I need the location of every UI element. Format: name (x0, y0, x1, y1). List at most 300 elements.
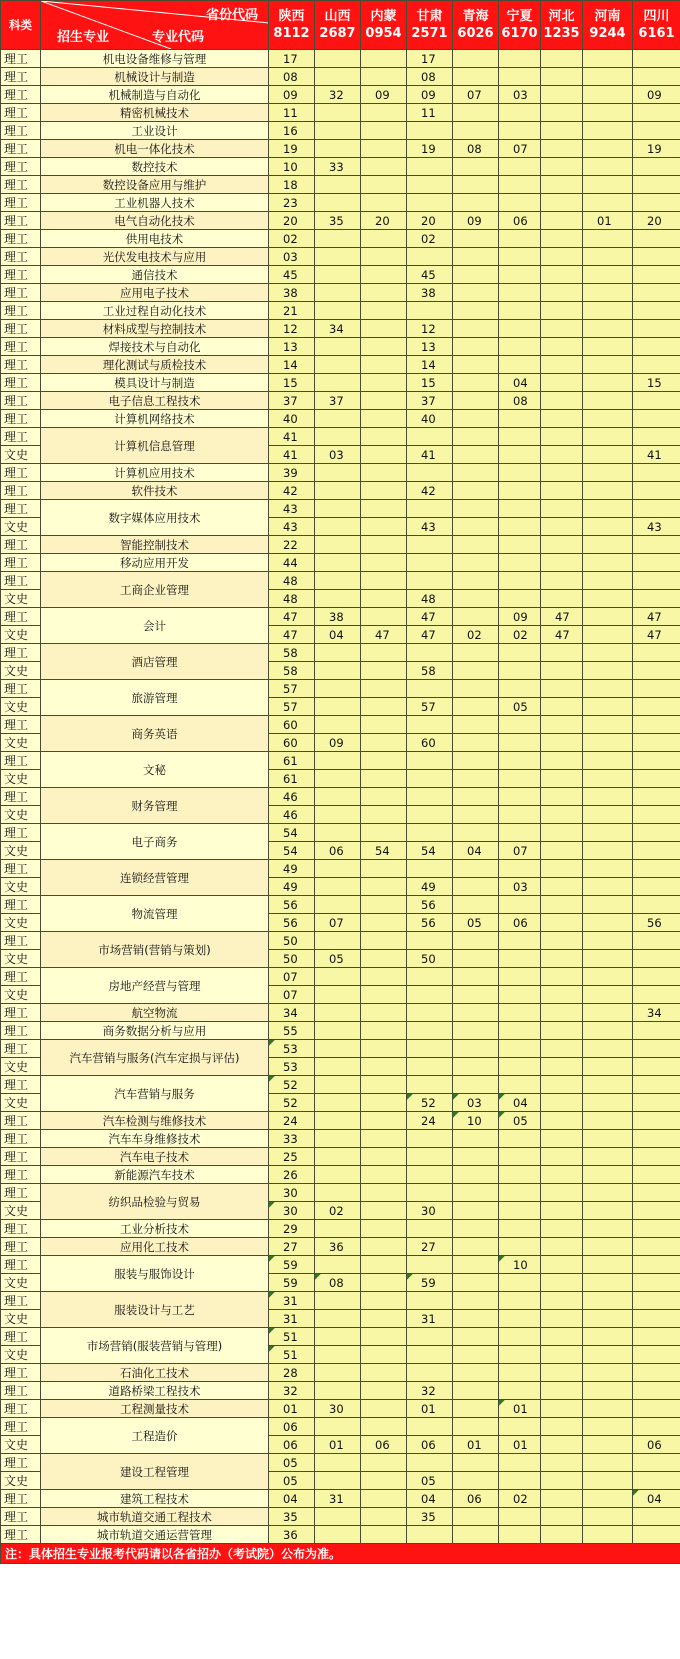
code-cell (361, 194, 407, 212)
code-cell (453, 428, 499, 446)
code-cell (541, 1454, 583, 1472)
major-province-diagonal-header (41, 1, 269, 50)
code-cell: 36 (315, 1238, 361, 1256)
subject-cell: 文史 (1, 842, 41, 860)
code-cell (453, 248, 499, 266)
subject-cell: 理工 (1, 1148, 41, 1166)
subject-cell: 理工 (1, 86, 41, 104)
code-cell: 47 (269, 608, 315, 626)
code-cell: 31 (407, 1310, 453, 1328)
code-cell (499, 1310, 541, 1328)
code-cell (583, 1076, 633, 1094)
subject-cell: 理工 (1, 158, 41, 176)
code-cell: 17 (269, 50, 315, 68)
code-cell (453, 338, 499, 356)
code-cell (583, 986, 633, 1004)
province-header-6 (541, 1, 583, 50)
code-cell (499, 230, 541, 248)
code-cell: 09 (633, 86, 680, 104)
major-code-label: 专业代码 (151, 30, 204, 45)
code-cell: 20 (407, 212, 453, 230)
code-cell (499, 572, 541, 590)
code-cell (583, 662, 633, 680)
code-cell: 47 (407, 626, 453, 644)
code-cell (499, 482, 541, 500)
subject-cell: 文史 (1, 518, 41, 536)
code-cell (361, 284, 407, 302)
code-cell (633, 1166, 680, 1184)
code-cell (583, 842, 633, 860)
code-cell (499, 158, 541, 176)
table-row (1, 896, 680, 914)
code-cell (407, 428, 453, 446)
code-cell (361, 122, 407, 140)
code-cell: 08 (453, 140, 499, 158)
table-row (1, 716, 680, 734)
code-cell: 04 (499, 1094, 541, 1112)
code-cell: 22 (269, 536, 315, 554)
table-row (1, 338, 680, 356)
code-cell: 03 (499, 878, 541, 896)
code-cell: 54 (269, 824, 315, 842)
code-cell (315, 68, 361, 86)
code-cell (361, 644, 407, 662)
code-cell (361, 986, 407, 1004)
code-cell (361, 1238, 407, 1256)
subject-cell: 理工 (1, 338, 41, 356)
code-cell (315, 1328, 361, 1346)
major-cell: 工业机器人技术 (41, 194, 269, 212)
subject-cell: 理工 (1, 1400, 41, 1418)
code-cell (541, 428, 583, 446)
code-cell (583, 338, 633, 356)
code-cell (361, 392, 407, 410)
major-cell: 连锁经营管理 (41, 860, 269, 896)
code-cell (583, 1454, 633, 1472)
code-cell (583, 1508, 633, 1526)
table-row (1, 1490, 680, 1508)
subject-cell: 理工 (1, 680, 41, 698)
code-cell (315, 284, 361, 302)
code-cell (453, 806, 499, 824)
table-row (1, 1454, 680, 1472)
code-cell (583, 1184, 633, 1202)
code-cell (541, 176, 583, 194)
code-cell: 05 (269, 1472, 315, 1490)
code-cell: 08 (407, 68, 453, 86)
code-cell (453, 1328, 499, 1346)
code-cell (453, 176, 499, 194)
code-cell (453, 1130, 499, 1148)
code-cell: 56 (269, 896, 315, 914)
code-cell (453, 50, 499, 68)
table-row (1, 1292, 680, 1310)
code-cell (315, 518, 361, 536)
code-cell (583, 536, 633, 554)
code-cell: 18 (269, 176, 315, 194)
code-cell (633, 1472, 680, 1490)
code-cell: 03 (453, 1094, 499, 1112)
province-code-label: 省份代码 (205, 8, 258, 23)
province-header-4 (453, 1, 499, 50)
code-cell (633, 644, 680, 662)
subject-cell: 理工 (1, 1256, 41, 1274)
code-cell (633, 1364, 680, 1382)
code-cell (541, 104, 583, 122)
subject-cell: 理工 (1, 266, 41, 284)
code-cell (407, 968, 453, 986)
code-cell (633, 284, 680, 302)
code-cell (315, 1148, 361, 1166)
code-cell (541, 716, 583, 734)
code-cell (453, 1382, 499, 1400)
code-cell (361, 1094, 407, 1112)
code-cell: 01 (499, 1400, 541, 1418)
code-cell (361, 536, 407, 554)
code-cell (361, 1058, 407, 1076)
code-cell (499, 1040, 541, 1058)
major-cell: 汽车营销与服务 (41, 1076, 269, 1112)
code-cell (541, 338, 583, 356)
code-cell (407, 716, 453, 734)
code-cell (499, 734, 541, 752)
table-row (1, 464, 680, 482)
code-cell (499, 662, 541, 680)
code-cell (541, 1058, 583, 1076)
code-cell (541, 1400, 583, 1418)
code-cell: 58 (407, 662, 453, 680)
province-header-8 (633, 1, 680, 50)
code-cell (499, 896, 541, 914)
subject-cell: 理工 (1, 644, 41, 662)
code-cell (407, 1166, 453, 1184)
code-cell (541, 356, 583, 374)
code-cell (361, 1328, 407, 1346)
code-cell (453, 1472, 499, 1490)
code-cell: 37 (269, 392, 315, 410)
code-cell (315, 1220, 361, 1238)
code-cell (541, 644, 583, 662)
code-cell: 09 (361, 86, 407, 104)
table-row (1, 410, 680, 428)
table-row (1, 968, 680, 986)
major-cell: 市场营销(营销与策划) (41, 932, 269, 968)
code-cell (633, 554, 680, 572)
code-cell (583, 950, 633, 968)
code-cell (407, 1040, 453, 1058)
code-cell (361, 374, 407, 392)
code-cell: 60 (407, 734, 453, 752)
code-cell (361, 356, 407, 374)
code-cell (361, 1076, 407, 1094)
code-cell (453, 932, 499, 950)
code-cell (499, 1328, 541, 1346)
code-cell (407, 932, 453, 950)
code-cell (541, 158, 583, 176)
province-header-2 (361, 1, 407, 50)
code-cell (315, 482, 361, 500)
code-cell (361, 1526, 407, 1544)
code-cell (499, 788, 541, 806)
code-cell (583, 104, 633, 122)
code-cell (499, 104, 541, 122)
code-cell (583, 1382, 633, 1400)
code-cell (583, 1112, 633, 1130)
code-cell (583, 140, 633, 158)
code-cell: 60 (269, 734, 315, 752)
subject-cell: 文史 (1, 734, 41, 752)
subject-cell: 理工 (1, 1076, 41, 1094)
code-cell (361, 1310, 407, 1328)
code-cell (541, 410, 583, 428)
code-cell (315, 50, 361, 68)
code-cell (541, 1346, 583, 1364)
code-cell: 02 (499, 626, 541, 644)
subject-cell: 理工 (1, 194, 41, 212)
code-cell (361, 716, 407, 734)
code-cell (361, 1274, 407, 1292)
code-cell (541, 122, 583, 140)
table-row (1, 68, 680, 86)
code-cell (315, 968, 361, 986)
major-cell: 机械制造与自动化 (41, 86, 269, 104)
code-cell: 28 (269, 1364, 315, 1382)
subject-cell: 理工 (1, 320, 41, 338)
code-cell (453, 824, 499, 842)
code-cell: 39 (269, 464, 315, 482)
code-cell (407, 788, 453, 806)
code-cell (541, 770, 583, 788)
code-cell (541, 248, 583, 266)
code-cell (453, 104, 499, 122)
code-cell: 07 (315, 914, 361, 932)
major-cell: 工业分析技术 (41, 1220, 269, 1238)
code-cell: 11 (269, 104, 315, 122)
code-cell: 20 (633, 212, 680, 230)
code-cell (541, 698, 583, 716)
table-row (1, 374, 680, 392)
code-cell (453, 68, 499, 86)
code-cell (541, 302, 583, 320)
code-cell: 05 (269, 1454, 315, 1472)
table-row (1, 248, 680, 266)
code-cell (315, 1130, 361, 1148)
code-cell: 49 (269, 878, 315, 896)
code-cell (583, 284, 633, 302)
code-cell: 10 (499, 1256, 541, 1274)
code-cell (633, 716, 680, 734)
code-cell (541, 464, 583, 482)
code-cell: 49 (407, 878, 453, 896)
code-cell: 56 (407, 914, 453, 932)
code-cell (583, 1220, 633, 1238)
code-cell (541, 1364, 583, 1382)
code-cell: 34 (315, 320, 361, 338)
code-cell (315, 1058, 361, 1076)
subject-cell: 理工 (1, 1112, 41, 1130)
code-cell (361, 662, 407, 680)
code-cell: 27 (269, 1238, 315, 1256)
subject-cell: 理工 (1, 68, 41, 86)
code-cell (633, 1202, 680, 1220)
code-cell (633, 752, 680, 770)
code-cell (453, 1148, 499, 1166)
subject-cell: 理工 (1, 1490, 41, 1508)
code-cell: 46 (269, 788, 315, 806)
code-cell (499, 1184, 541, 1202)
code-cell: 01 (583, 212, 633, 230)
province-name: 内蒙 (370, 9, 397, 24)
code-cell (315, 464, 361, 482)
code-cell: 07 (269, 968, 315, 986)
code-cell (315, 1256, 361, 1274)
code-cell (453, 1022, 499, 1040)
code-cell: 06 (407, 1436, 453, 1454)
major-cell: 模具设计与制造 (41, 374, 269, 392)
major-cell: 市场营销(服装营销与管理) (41, 1328, 269, 1364)
code-cell (315, 1022, 361, 1040)
code-cell (361, 248, 407, 266)
code-cell (633, 788, 680, 806)
code-cell: 45 (269, 266, 315, 284)
code-cell (499, 716, 541, 734)
code-cell (583, 446, 633, 464)
major-cell: 通信技术 (41, 266, 269, 284)
code-cell (499, 518, 541, 536)
major-cell: 工业设计 (41, 122, 269, 140)
code-cell (361, 158, 407, 176)
code-cell (541, 662, 583, 680)
code-cell (499, 176, 541, 194)
code-cell: 56 (269, 914, 315, 932)
code-cell (315, 680, 361, 698)
code-cell (453, 1274, 499, 1292)
code-cell (541, 842, 583, 860)
major-cell: 应用电子技术 (41, 284, 269, 302)
code-cell: 51 (269, 1328, 315, 1346)
code-cell (633, 464, 680, 482)
code-cell (499, 950, 541, 968)
code-cell (541, 1472, 583, 1490)
subject-cell: 理工 (1, 1328, 41, 1346)
major-cell: 商务英语 (41, 716, 269, 752)
major-cell: 汽车电子技术 (41, 1148, 269, 1166)
code-cell: 58 (269, 644, 315, 662)
code-cell: 11 (407, 104, 453, 122)
code-cell: 06 (361, 1436, 407, 1454)
code-cell: 33 (269, 1130, 315, 1148)
code-cell (453, 734, 499, 752)
major-cell: 数控技术 (41, 158, 269, 176)
code-cell (453, 986, 499, 1004)
code-cell (453, 194, 499, 212)
subject-cell: 理工 (1, 464, 41, 482)
code-cell (633, 410, 680, 428)
code-cell (361, 176, 407, 194)
code-cell (453, 1202, 499, 1220)
code-cell: 52 (269, 1094, 315, 1112)
major-cell: 旅游管理 (41, 680, 269, 716)
code-cell (315, 122, 361, 140)
province-code: 9244 (589, 26, 626, 41)
code-cell: 06 (315, 842, 361, 860)
code-cell: 40 (269, 410, 315, 428)
code-cell: 09 (499, 608, 541, 626)
code-cell (453, 392, 499, 410)
code-cell (499, 356, 541, 374)
subject-cell: 理工 (1, 212, 41, 230)
subject-cell: 理工 (1, 302, 41, 320)
code-cell (541, 68, 583, 86)
code-cell (633, 1292, 680, 1310)
code-cell: 25 (269, 1148, 315, 1166)
code-cell: 06 (453, 1490, 499, 1508)
province-header-0 (269, 1, 315, 50)
table-row (1, 644, 680, 662)
code-cell: 08 (315, 1274, 361, 1292)
code-cell (407, 1256, 453, 1274)
table-row (1, 284, 680, 302)
code-cell: 57 (269, 680, 315, 698)
code-cell: 41 (269, 446, 315, 464)
code-cell (583, 824, 633, 842)
code-cell (315, 806, 361, 824)
code-cell (315, 374, 361, 392)
code-cell (407, 1022, 453, 1040)
code-cell (583, 608, 633, 626)
subject-cell: 文史 (1, 662, 41, 680)
code-cell (633, 1418, 680, 1436)
province-code: 6161 (638, 26, 675, 41)
code-cell (583, 500, 633, 518)
code-cell: 06 (633, 1436, 680, 1454)
code-cell (583, 428, 633, 446)
table-row (1, 158, 680, 176)
subject-cell: 理工 (1, 356, 41, 374)
code-cell (361, 104, 407, 122)
subject-cell: 理工 (1, 122, 41, 140)
code-cell (633, 248, 680, 266)
code-cell: 48 (269, 572, 315, 590)
code-cell: 07 (499, 842, 541, 860)
table-row (1, 1130, 680, 1148)
code-cell (361, 518, 407, 536)
code-cell (499, 284, 541, 302)
code-cell (315, 428, 361, 446)
code-cell: 27 (407, 1238, 453, 1256)
code-cell (315, 1508, 361, 1526)
code-cell (541, 212, 583, 230)
code-cell: 46 (269, 806, 315, 824)
code-cell (541, 1418, 583, 1436)
major-cell: 应用化工技术 (41, 1238, 269, 1256)
code-cell (583, 1148, 633, 1166)
code-cell (633, 1022, 680, 1040)
code-cell (361, 1040, 407, 1058)
code-cell (499, 554, 541, 572)
code-cell (541, 1382, 583, 1400)
major-cell: 智能控制技术 (41, 536, 269, 554)
code-cell (407, 1184, 453, 1202)
table-row (1, 230, 680, 248)
table-row (1, 1256, 680, 1274)
subject-cell: 理工 (1, 284, 41, 302)
code-cell (361, 824, 407, 842)
code-cell (361, 1346, 407, 1364)
code-cell (453, 158, 499, 176)
code-cell: 05 (453, 914, 499, 932)
table-row (1, 788, 680, 806)
